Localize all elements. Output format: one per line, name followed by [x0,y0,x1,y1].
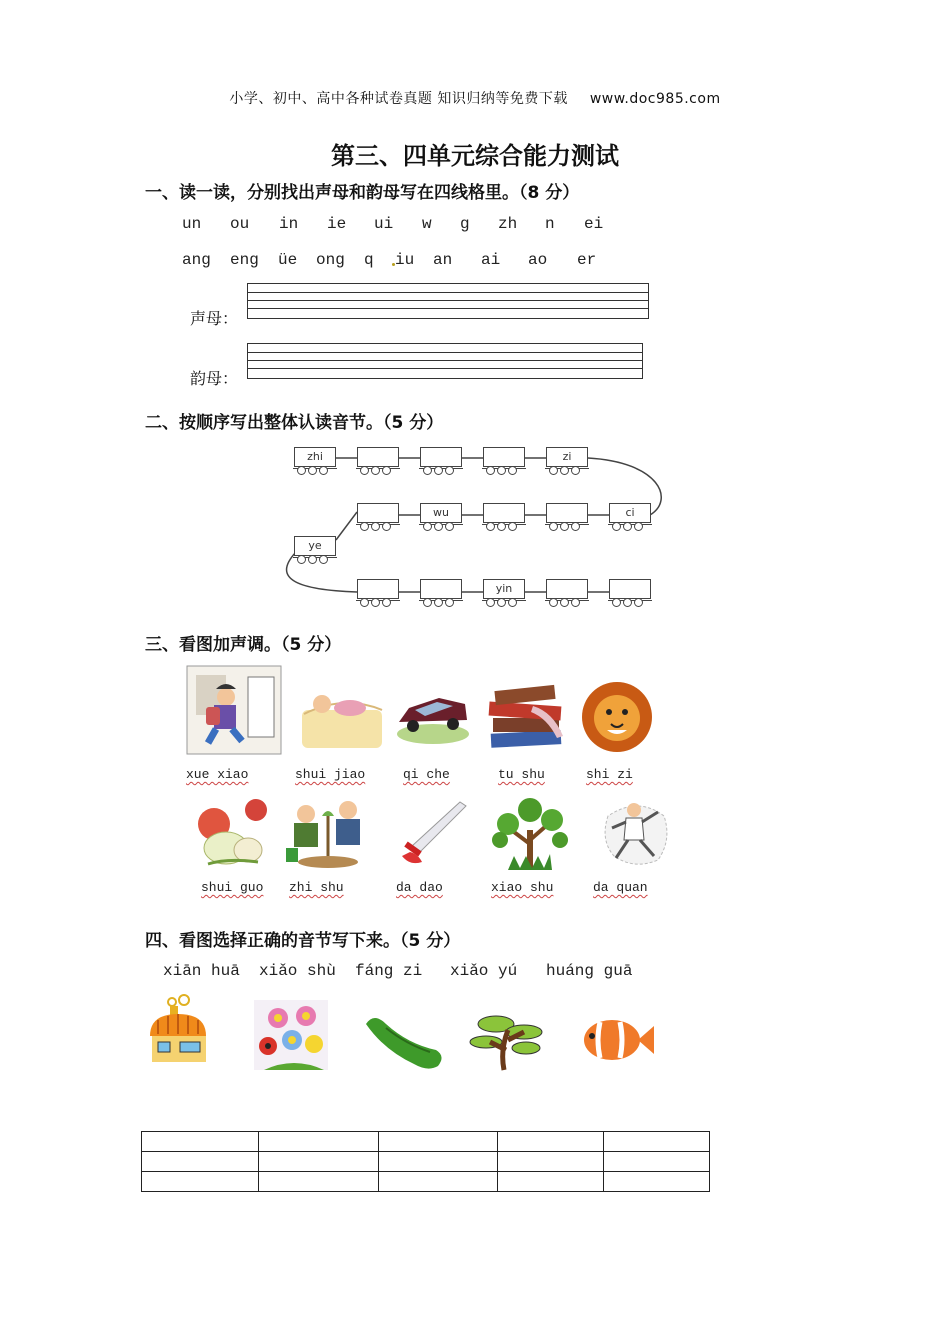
answer-cell[interactable] [498,1132,604,1152]
answer-cell[interactable] [379,1152,498,1172]
school-boy-image [186,665,282,755]
bonsai-tree-image [466,1010,546,1072]
pinyin-item: ao [528,251,548,269]
train-car-blank[interactable] [546,579,588,599]
pinyin-item: iu [395,251,415,269]
answer-cell[interactable] [259,1132,379,1152]
caption-xue-xiao: xue xiao [186,767,249,782]
pinyin-item: w [422,215,432,233]
pinyin-item: in [279,215,299,233]
section2-heading: 二、按顺序写出整体认读音节。（5 分） [145,413,444,433]
lion-image [577,680,657,754]
answer-cell[interactable] [379,1132,498,1152]
section3-heading: 三、看图加声调。（5 分） [145,635,342,655]
page-header [0,88,950,108]
pinyin-item: ou [230,215,250,233]
answer-cell[interactable] [259,1172,379,1192]
pinyin-item: g [460,215,470,233]
answer-cell[interactable] [498,1152,604,1172]
caption-xiao-shu: xiao shu [491,880,554,895]
pinyin-item: zh [498,215,518,233]
small-tree-image [486,794,576,872]
pinyin-item: eng [230,251,259,269]
train-car-ye: ye [294,536,336,556]
house-image [144,994,214,1068]
pinyin-item: an [433,251,453,269]
caption-zhi-shu: zhi shu [289,880,344,895]
pinyin-item: ai [481,251,501,269]
label-finals: 韵母： [190,369,239,388]
answer-cell[interactable] [604,1132,710,1152]
train-car-blank[interactable] [357,447,399,467]
train-car-yin: yin [483,579,525,599]
pinyin-item: ie [327,215,347,233]
pinyin-item: n [545,215,555,233]
header-text: 小学、初中、高中各种试卷真题 知识归纳等免费下载 [229,91,568,107]
pinyin-item: un [182,215,202,233]
option-fang-zi: fáng zi [355,962,423,980]
clownfish-image [578,1010,658,1070]
option-xiao-yu: xiǎo yú [450,962,518,980]
section4-heading: 四、看图选择正确的音节写下来。（5 分） [145,931,461,951]
car-image [395,682,471,748]
four-line-grid-initials[interactable] [247,283,649,319]
train-car-blank[interactable] [357,503,399,523]
train-car-blank[interactable] [420,579,462,599]
answer-cell[interactable] [498,1172,604,1192]
stray-dot [392,263,395,266]
caption-tu-shu: tu shu [498,767,545,782]
train-car-ci: ci [609,503,651,523]
answer-cell[interactable] [259,1152,379,1172]
answer-cell[interactable] [604,1152,710,1172]
flowers-image [254,1000,328,1070]
answer-cell[interactable] [142,1132,259,1152]
train-car-blank[interactable] [420,447,462,467]
train-car-blank[interactable] [483,447,525,467]
pinyin-item: ang [182,251,211,269]
train-car-blank[interactable] [546,503,588,523]
caption-qi-che: qi che [403,767,450,782]
caption-shui-jiao: shui jiao [295,767,366,782]
pinyin-item: üe [278,251,298,269]
answer-cell[interactable] [142,1172,259,1192]
four-line-grid-finals[interactable] [247,343,643,379]
pinyin-item: q [364,251,374,269]
caption-da-quan: da quan [593,880,648,895]
sleeping-child-image [298,670,386,750]
answer-cell[interactable] [604,1172,710,1192]
table-row [142,1172,710,1192]
caption-da-dao: da dao [396,880,443,895]
train-car-zhi: zhi [294,447,336,467]
option-huang-gua: huáng guā [546,962,633,980]
answer-cell[interactable] [379,1172,498,1192]
caption-shui-guo: shui guo [201,880,264,895]
header-url[interactable]: www.doc985.com [589,91,721,107]
table-row [142,1132,710,1152]
page-title: 第三、四单元综合能力测试 [331,142,619,170]
pinyin-item: ei [584,215,604,233]
option-xiao-shu: xiǎo shù [259,962,336,980]
cucumber-image [362,1010,444,1070]
train-car-blank[interactable] [609,579,651,599]
pinyin-item: ong [316,251,345,269]
answer-table [141,1131,710,1192]
sword-image [398,796,472,870]
books-image [485,676,573,754]
train-car-wu: wu [420,503,462,523]
train-car-zi: zi [546,447,588,467]
option-xian-hua: xiān huā [163,962,240,980]
pinyin-item: ui [374,215,394,233]
fruit-image [186,794,272,870]
tree-planting-image [282,796,376,870]
label-initials: 声母： [190,309,239,328]
train-car-blank[interactable] [357,579,399,599]
train-car-blank[interactable] [483,503,525,523]
martial-arts-image [598,796,674,870]
section1-heading: 一、读一读，分别找出声母和韵母写在四线格里。（8 分） [145,183,580,203]
caption-shi-zi: shi zi [586,767,633,782]
answer-cell[interactable] [142,1152,259,1172]
pinyin-item: er [577,251,597,269]
table-row [142,1152,710,1172]
